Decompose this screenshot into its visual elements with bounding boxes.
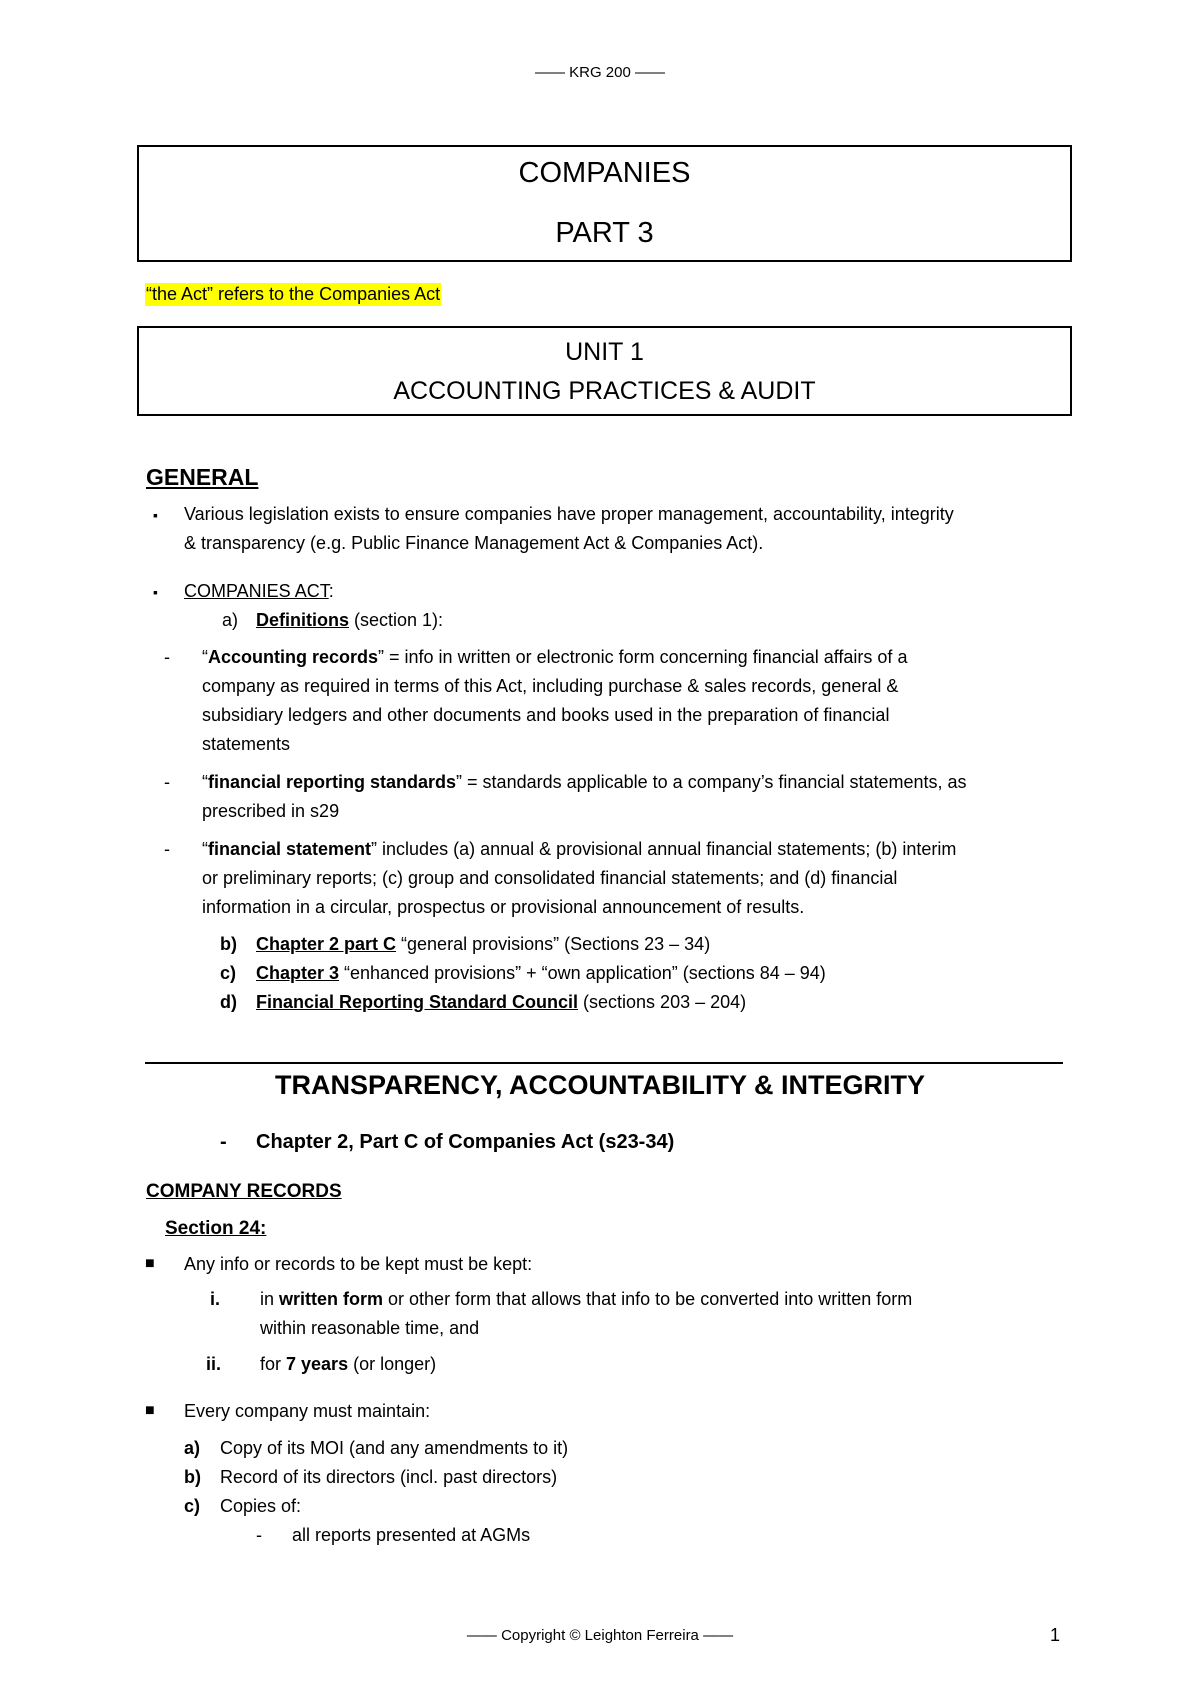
item-a-text: Definitions (section 1):: [256, 610, 444, 630]
records-c-marker: c): [184, 1496, 201, 1516]
document-title: COMPANIES: [518, 157, 691, 189]
def1-line-3: subsidiary ledgers and other documents and books used in the preparation of financial: [202, 705, 890, 725]
general-bullet-1-line-2: & transparency (e.g. Public Finance Management Act & Companies Act).: [184, 533, 764, 553]
item-ii-text: for 7 years (or longer): [260, 1354, 437, 1374]
records-bullet-2: Every company must maintain:: [184, 1401, 431, 1421]
def3-line-1: “financial statement” includes (a) annual & provisional annual financial statements; (b) interim: [202, 839, 957, 859]
company-records-heading: COMPANY RECORDS: [146, 1181, 342, 1202]
dash-bullet: -: [164, 772, 170, 792]
title-box: [137, 145, 1072, 262]
dash-bullet: -: [220, 1131, 227, 1153]
item-ii-marker: ii.: [206, 1354, 222, 1374]
dash-bullet: -: [256, 1525, 262, 1545]
item-i-marker: i.: [210, 1289, 221, 1309]
def3-term: financial statement: [208, 839, 372, 859]
definitions-label: Definitions: [256, 610, 349, 630]
companies-act-item: COMPANIES ACT:: [184, 581, 334, 601]
transparency-subheading: Chapter 2, Part C of Companies Act (s23-34): [256, 1131, 675, 1153]
item-i-line-1: in written form or other form that allows that info to be converted into written form: [260, 1289, 913, 1309]
written-form-term: written form: [279, 1289, 384, 1309]
item-d-marker: d): [220, 992, 237, 1012]
unit-title: ACCOUNTING PRACTICES & AUDIT: [393, 377, 816, 405]
item-d-text: Financial Reporting Standard Council (sections 203 – 204): [256, 992, 747, 1012]
seven-years-term: 7 years: [286, 1354, 349, 1374]
unit-box: [137, 326, 1072, 416]
chapter-3-label: Chapter 3: [256, 963, 340, 983]
chapter-2-part-c-label: Chapter 2 part C: [256, 934, 397, 954]
dash-bullet: -: [164, 647, 170, 667]
def1-line-4: statements: [202, 734, 291, 754]
document-part: PART 3: [555, 217, 654, 249]
frsc-label: Financial Reporting Standard Council: [256, 992, 579, 1012]
def2-line-2: prescribed in s29: [202, 801, 340, 821]
general-bullet-1-line-1: Various legislation exists to ensure companies have proper management, accountability, integrity: [184, 504, 954, 524]
horizontal-divider: [145, 1062, 1063, 1064]
def2-term: financial reporting standards: [208, 772, 457, 792]
records-c-text: Copies of:: [220, 1496, 302, 1516]
unit-number: UNIT 1: [565, 338, 644, 366]
def1-line-1: “Accounting records” = info in written or electronic form concerning financial affairs of a: [202, 647, 908, 667]
records-bullet-1: Any info or records to be kept must be kept:: [184, 1254, 533, 1274]
section-24-heading: Section 24:: [165, 1218, 267, 1239]
companies-act-label: COMPANIES ACT: [184, 581, 329, 601]
highlighted-note: “the Act” refers to the Companies Act: [146, 284, 441, 304]
page-number: 1: [1050, 1625, 1061, 1645]
def2-line-1: “financial reporting standards” = standards applicable to a company’s financial statements, as: [202, 772, 967, 792]
square-bullet-icon: ▪: [153, 507, 158, 523]
square-bullet-icon: ▪: [153, 584, 158, 600]
general-heading: GENERAL: [146, 464, 259, 490]
records-a-text: Copy of its MOI (and any amendments to it): [220, 1438, 569, 1458]
item-a-marker: a): [222, 610, 239, 630]
square-bullet-icon: ■: [145, 1402, 155, 1419]
def1-line-2: company as required in terms of this Act, including purchase & sales records, general &: [202, 676, 899, 696]
square-bullet-icon: ■: [145, 1255, 155, 1272]
page-footer: —— Copyright © Leighton Ferreira ——: [466, 1627, 734, 1644]
item-b-text: Chapter 2 part C “general provisions” (Sections 23 – 34): [256, 934, 711, 954]
def1-term: Accounting records: [208, 647, 379, 667]
item-c-marker: c): [220, 963, 237, 983]
page-header: —— KRG 200 ——: [534, 64, 666, 81]
records-b-text: Record of its directors (incl. past directors): [220, 1467, 558, 1487]
def3-line-2: or preliminary reports; (c) group and consolidated financial statements; and (d) financial: [202, 868, 898, 888]
records-a-marker: a): [184, 1438, 201, 1458]
records-c-sub: all reports presented at AGMs: [292, 1525, 531, 1545]
records-b-marker: b): [184, 1467, 201, 1487]
def3-line-3: information in a circular, prospectus or provisional announcement of results.: [202, 897, 805, 917]
item-i-line-2: within reasonable time, and: [260, 1318, 480, 1338]
transparency-heading: TRANSPARENCY, ACCOUNTABILITY & INTEGRITY: [274, 1070, 926, 1100]
item-b-marker: b): [220, 934, 237, 954]
dash-bullet: -: [164, 839, 170, 859]
item-c-text: Chapter 3 “enhanced provisions” + “own application” (sections 84 – 94): [256, 963, 826, 983]
